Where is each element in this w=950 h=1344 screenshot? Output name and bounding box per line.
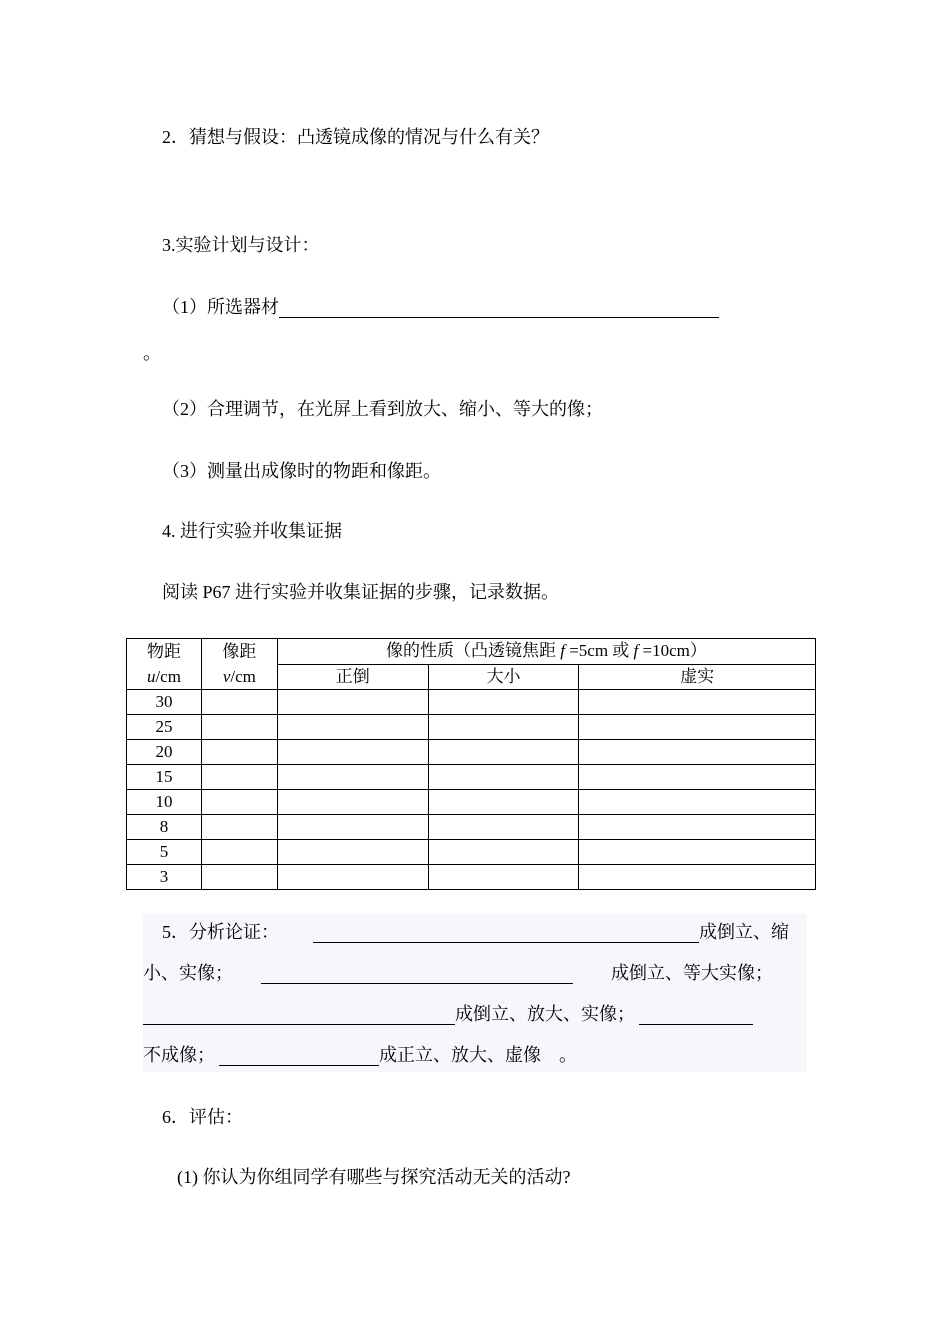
size-cell[interactable] (428, 715, 579, 740)
section-3-title: 3.实验计划与设计： (162, 235, 320, 255)
equipment-end-mark: 。 (143, 343, 161, 363)
image-distance-cell[interactable] (201, 790, 277, 815)
orientation-cell[interactable] (277, 765, 428, 790)
orientation-cell[interactable] (277, 815, 428, 840)
header-real-virtual: 虚实 (579, 664, 816, 690)
section-4-title: 4. 进行实验并收集证据 (162, 521, 342, 541)
size-cell[interactable] (428, 840, 579, 865)
analysis-text-4: 成倒立、放大、实像； (455, 1004, 635, 1024)
real-virtual-cell[interactable] (579, 790, 816, 815)
table-row (127, 865, 816, 890)
table-row (127, 740, 816, 765)
image-distance-cell[interactable] (201, 840, 277, 865)
size-cell[interactable] (428, 815, 579, 840)
object-distance-cell: 30 (127, 690, 202, 715)
section-2-hypothesis: 2．猜想与假设：凸透镜成像的情况与什么有关？ (162, 127, 549, 147)
analysis-line-3 (143, 1003, 753, 1025)
real-virtual-cell[interactable] (579, 840, 816, 865)
analysis-blank-1[interactable] (313, 924, 699, 943)
size-cell[interactable] (428, 740, 579, 765)
table-row (127, 715, 816, 740)
table-row (127, 790, 816, 815)
orientation-cell[interactable] (277, 690, 428, 715)
header-image-properties: 像的性质（凸透镜焦距 f =5cm 或 f =10cm） (277, 639, 815, 665)
object-distance-cell: 5 (127, 840, 202, 865)
real-virtual-cell[interactable] (579, 865, 816, 890)
analysis-text-5: 不成像； (143, 1045, 215, 1065)
size-cell[interactable] (428, 765, 579, 790)
real-virtual-cell[interactable] (579, 815, 816, 840)
analysis-line-2 (143, 962, 773, 984)
analysis-blank-5[interactable] (219, 1047, 379, 1066)
image-distance-label: 像距 (222, 642, 257, 661)
section-6-title: 6．评估： (162, 1107, 243, 1127)
size-cell[interactable] (428, 865, 579, 890)
orientation-cell[interactable] (277, 790, 428, 815)
equipment-label: （1）所选器材 (162, 297, 279, 317)
analysis-blank-4[interactable] (639, 1006, 753, 1025)
analysis-text-1: 成倒立、缩 (699, 922, 789, 942)
orientation-cell[interactable] (277, 840, 428, 865)
real-virtual-cell[interactable] (579, 690, 816, 715)
image-distance-cell[interactable] (201, 690, 277, 715)
analysis-text-3: 成倒立、等大实像； (611, 963, 773, 983)
object-distance-cell: 15 (127, 765, 202, 790)
analysis-line-4 (143, 1044, 577, 1066)
image-distance-cell[interactable] (201, 815, 277, 840)
orientation-cell[interactable] (277, 865, 428, 890)
table-row (127, 815, 816, 840)
object-distance-cell: 25 (127, 715, 202, 740)
table-row (127, 840, 816, 865)
equipment-blank[interactable] (279, 299, 719, 318)
size-cell[interactable] (428, 690, 579, 715)
evaluation-question-1: (1) 你认为你组同学有哪些与探究活动无关的活动? (177, 1167, 571, 1187)
image-distance-cell[interactable] (201, 865, 277, 890)
object-distance-unit: u/cm (146, 667, 181, 686)
section-4-instruction: 阅读 P67 进行实验并收集证据的步骤，记录数据。 (162, 582, 560, 602)
header-image-distance (201, 639, 277, 690)
analysis-text-2: 小、实像； (143, 963, 233, 983)
analysis-text-6: 成正立、放大、虚像 (379, 1045, 541, 1065)
object-distance-cell: 3 (127, 865, 202, 890)
analysis-line-1 (162, 921, 789, 943)
analysis-blank-2[interactable] (261, 965, 573, 984)
table-row (127, 690, 816, 715)
orientation-cell[interactable] (277, 715, 428, 740)
image-distance-unit: v/cm (222, 667, 256, 686)
real-virtual-cell[interactable] (579, 740, 816, 765)
size-cell[interactable] (428, 790, 579, 815)
image-distance-cell[interactable] (201, 740, 277, 765)
header-size: 大小 (428, 664, 579, 690)
analysis-blank-3[interactable] (143, 1006, 455, 1025)
real-virtual-cell[interactable] (579, 715, 816, 740)
equipment-line (162, 296, 719, 318)
step-3-text: （3）测量出成像时的物距和像距。 (162, 461, 441, 481)
analysis-end-mark: 。 (559, 1045, 577, 1065)
object-distance-cell: 8 (127, 815, 202, 840)
object-distance-label: 物距 (146, 642, 181, 661)
analysis-label: 5．分析论证： (162, 922, 279, 942)
data-table (126, 638, 816, 890)
object-distance-cell: 10 (127, 790, 202, 815)
table-row (127, 765, 816, 790)
image-distance-cell[interactable] (201, 715, 277, 740)
header-orientation: 正倒 (277, 664, 428, 690)
step-2-text: （2）合理调节，在光屏上看到放大、缩小、等大的像； (162, 399, 603, 419)
object-distance-cell: 20 (127, 740, 202, 765)
header-object-distance (127, 639, 202, 690)
real-virtual-cell[interactable] (579, 765, 816, 790)
orientation-cell[interactable] (277, 740, 428, 765)
image-distance-cell[interactable] (201, 765, 277, 790)
